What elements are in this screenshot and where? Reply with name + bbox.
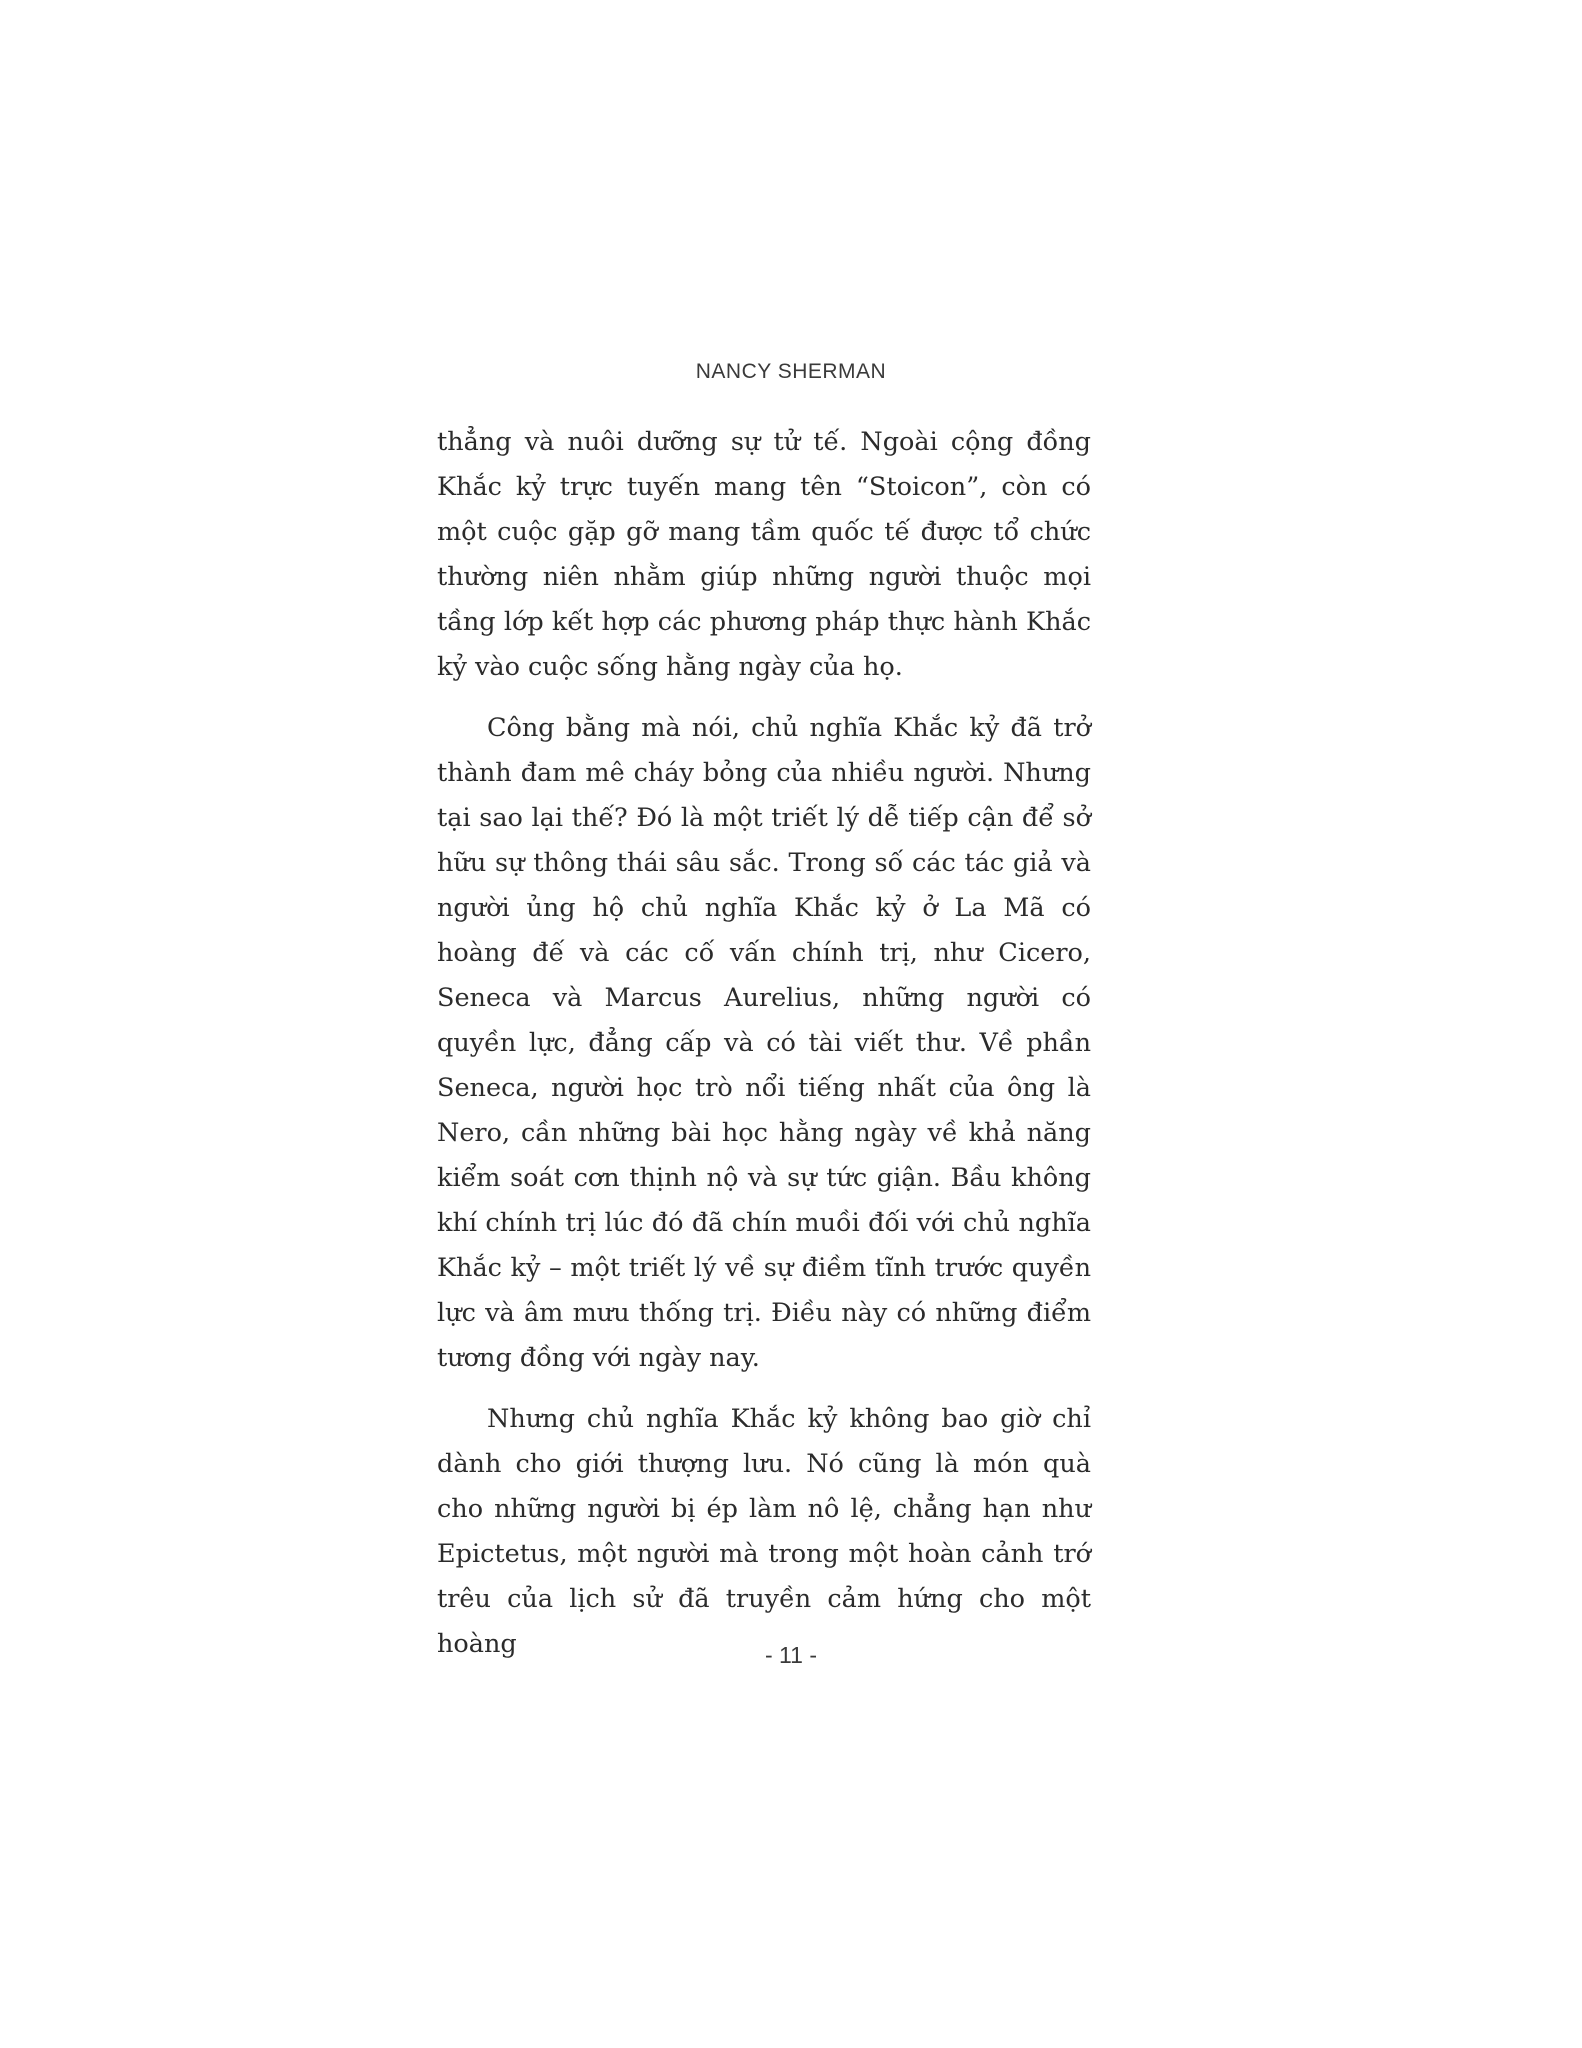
paragraph: Công bằng mà nói, chủ nghĩa Khắc kỷ đã trở thành đam mê cháy bỏng của nhiều người. Nhưng tại sao lại thế? Đó là một triết lý dễ tiếp cận để sở hữu sự thông thái sâu sắc. Trong số các tác giả và người ủng hộ chủ nghĩa Khắc kỷ ở La Mã có hoàng đế và các cố vấn chính trị, như Cicero, Seneca và Marcus Aurelius, những người có quyền lực, đẳng cấp và có tài viết thư. Về phần Seneca, người học trò nổi tiếng nhất của ông là Nero, cần những bài học hằng ngày về khả năng kiểm soát cơn thịnh nộ và sự tức giận. Bầu không khí chính trị lúc đó đã chín muồi đối với chủ nghĩa Khắc kỷ – một triết lý về sự điềm tĩnh trước quyền lực và âm mưu thống trị. Điều này có những điểm tương đồng với ngày nay. (437, 713, 1091, 1373)
body-text (437, 420, 1091, 1667)
running-head: NANCY SHERMAN (695, 360, 887, 383)
paragraph-continued: thẳng và nuôi dưỡng sự tử tế. Ngoài cộng đồng Khắc kỷ trực tuyến mang tên “Stoicon”, còn có một cuộc gặp gỡ mang tầm quốc tế được tổ chức thường niên nhằm giúp những người thuộc mọi tầng lớp kết hợp các phương pháp thực hành Khắc kỷ vào cuộc sống hằng ngày của họ. (437, 427, 1091, 682)
paragraph: Nhưng chủ nghĩa Khắc kỷ không bao giờ chỉ dành cho giới thượng lưu. Nó cũng là món quà cho những người bị ép làm nô lệ, chẳng hạn như Epictetus, một người mà trong một hoàn cảnh trớ trêu của lịch sử đã truyền cảm hứng cho một hoàng (437, 1404, 1091, 1659)
page-number: - 11 - (765, 1642, 817, 1668)
